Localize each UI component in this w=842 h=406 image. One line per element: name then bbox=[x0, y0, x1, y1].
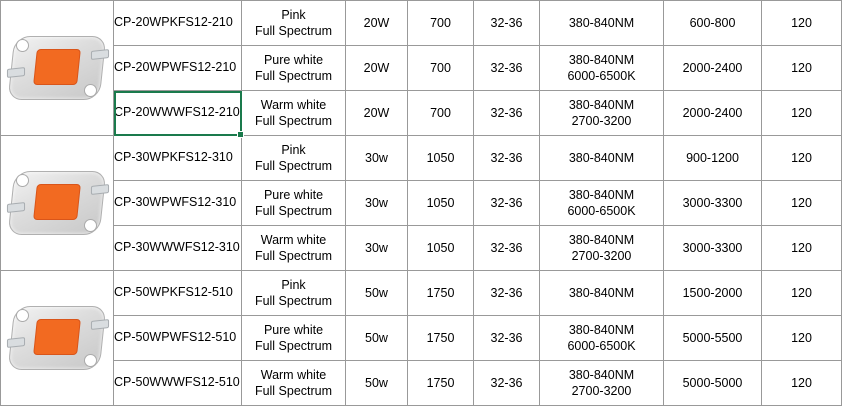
type-cell bbox=[242, 181, 346, 226]
lumens-cell: 3000-3300 bbox=[664, 181, 762, 226]
power-cell: 20W bbox=[346, 1, 408, 46]
type-line-2: Full Spectrum bbox=[254, 339, 333, 353]
type-line-2: Full Spectrum bbox=[254, 384, 333, 398]
power-cell: 50w bbox=[346, 361, 408, 406]
power-cell: 30w bbox=[346, 181, 408, 226]
wavelength-line-1: 380-840NM bbox=[568, 15, 635, 30]
lumens-cell: 3000-3300 bbox=[664, 226, 762, 271]
current-cell: 700 bbox=[408, 91, 474, 136]
current-cell: 700 bbox=[408, 1, 474, 46]
lumens-cell: 2000-2400 bbox=[664, 91, 762, 136]
voltage-cell: 32-36 bbox=[474, 136, 540, 181]
wavelength-line-2: 6000-6500K bbox=[567, 339, 636, 353]
wavelength-cell bbox=[540, 46, 664, 91]
type-line-2: Full Spectrum bbox=[254, 159, 333, 173]
type-line-1: Pure white bbox=[263, 52, 324, 67]
table-row[interactable] bbox=[1, 136, 842, 181]
lumens-cell: 1500-2000 bbox=[664, 271, 762, 316]
lumens-cell: 2000-2400 bbox=[664, 46, 762, 91]
voltage-cell: 32-36 bbox=[474, 361, 540, 406]
angle-cell: 120 bbox=[762, 46, 842, 91]
current-cell: 1050 bbox=[408, 226, 474, 271]
wavelength-line-1: 380-840NM bbox=[568, 187, 635, 202]
led-chip-icon bbox=[5, 165, 109, 241]
current-cell: 1750 bbox=[408, 316, 474, 361]
table-row[interactable] bbox=[1, 46, 842, 91]
angle-cell: 120 bbox=[762, 316, 842, 361]
model-cell[interactable]: CP-50WPKFS12-510 bbox=[114, 271, 242, 316]
wavelength-cell bbox=[540, 271, 664, 316]
lumens-cell: 900-1200 bbox=[664, 136, 762, 181]
table-row[interactable] bbox=[1, 226, 842, 271]
type-cell bbox=[242, 136, 346, 181]
wavelength-cell bbox=[540, 361, 664, 406]
angle-cell: 120 bbox=[762, 136, 842, 181]
wavelength-line-2: 2700-3200 bbox=[571, 114, 632, 128]
type-cell bbox=[242, 226, 346, 271]
wavelength-cell bbox=[540, 226, 664, 271]
type-line-2: Full Spectrum bbox=[254, 24, 333, 38]
wavelength-line-1: 380-840NM bbox=[568, 97, 635, 112]
current-cell: 1050 bbox=[408, 136, 474, 181]
wavelength-line-1: 380-840NM bbox=[568, 367, 635, 382]
table-row[interactable] bbox=[1, 361, 842, 406]
type-line-2: Full Spectrum bbox=[254, 204, 333, 218]
wavelength-line-1: 380-840NM bbox=[568, 232, 635, 247]
wavelength-cell bbox=[540, 1, 664, 46]
wavelength-line-2: 6000-6500K bbox=[567, 204, 636, 218]
table-row[interactable] bbox=[1, 91, 842, 136]
angle-cell: 120 bbox=[762, 271, 842, 316]
led-chip-image-20w bbox=[1, 1, 114, 136]
angle-cell: 120 bbox=[762, 91, 842, 136]
type-cell bbox=[242, 271, 346, 316]
type-cell bbox=[242, 46, 346, 91]
wavelength-line-1: 380-840NM bbox=[568, 150, 635, 165]
power-cell: 20W bbox=[346, 46, 408, 91]
table-row[interactable] bbox=[1, 316, 842, 361]
type-line-1: Pink bbox=[281, 142, 306, 157]
voltage-cell: 32-36 bbox=[474, 46, 540, 91]
current-cell: 1750 bbox=[408, 271, 474, 316]
model-cell[interactable]: CP-30WWWFS12-310 bbox=[114, 226, 242, 271]
led-chip-icon bbox=[5, 30, 109, 106]
led-chip-image-30w bbox=[1, 136, 114, 271]
model-cell[interactable]: CP-30WPWFS12-310 bbox=[114, 181, 242, 226]
type-line-2: Full Spectrum bbox=[254, 69, 333, 83]
voltage-cell: 32-36 bbox=[474, 91, 540, 136]
wavelength-line-2: 2700-3200 bbox=[571, 249, 632, 263]
model-cell[interactable]: CP-30WPKFS12-310 bbox=[114, 136, 242, 181]
power-cell: 30w bbox=[346, 226, 408, 271]
wavelength-cell bbox=[540, 136, 664, 181]
model-cell-selected[interactable]: CP-20WWWFS12-210 bbox=[114, 91, 242, 136]
power-cell: 20W bbox=[346, 91, 408, 136]
lumens-cell: 600-800 bbox=[664, 1, 762, 46]
wavelength-cell bbox=[540, 181, 664, 226]
table-row[interactable] bbox=[1, 271, 842, 316]
angle-cell: 120 bbox=[762, 226, 842, 271]
type-line-2: Full Spectrum bbox=[254, 249, 333, 263]
voltage-cell: 32-36 bbox=[474, 1, 540, 46]
type-cell bbox=[242, 361, 346, 406]
wavelength-cell bbox=[540, 91, 664, 136]
led-chip-image-50w bbox=[1, 271, 114, 406]
voltage-cell: 32-36 bbox=[474, 316, 540, 361]
voltage-cell: 32-36 bbox=[474, 271, 540, 316]
voltage-cell: 32-36 bbox=[474, 181, 540, 226]
type-line-2: Full Spectrum bbox=[254, 294, 333, 308]
type-cell bbox=[242, 316, 346, 361]
current-cell: 1750 bbox=[408, 361, 474, 406]
type-line-1: Warm white bbox=[260, 232, 327, 247]
power-cell: 30w bbox=[346, 136, 408, 181]
model-cell[interactable]: CP-20WPWFS12-210 bbox=[114, 46, 242, 91]
lumens-cell: 5000-5500 bbox=[664, 316, 762, 361]
power-cell: 50w bbox=[346, 316, 408, 361]
model-cell[interactable]: CP-50WPWFS12-510 bbox=[114, 316, 242, 361]
current-cell: 1050 bbox=[408, 181, 474, 226]
power-cell: 50w bbox=[346, 271, 408, 316]
type-line-1: Warm white bbox=[260, 367, 327, 382]
model-cell[interactable]: CP-50WWWFS12-510 bbox=[114, 361, 242, 406]
type-line-1: Pure white bbox=[263, 187, 324, 202]
table-row[interactable] bbox=[1, 1, 842, 46]
wavelength-line-1: 380-840NM bbox=[568, 285, 635, 300]
current-cell: 700 bbox=[408, 46, 474, 91]
type-line-1: Pure white bbox=[263, 322, 324, 337]
wavelength-line-2: 6000-6500K bbox=[567, 69, 636, 83]
type-line-1: Pink bbox=[281, 277, 306, 292]
lumens-cell: 5000-5000 bbox=[664, 361, 762, 406]
wavelength-line-1: 380-840NM bbox=[568, 52, 635, 67]
type-line-2: Full Spectrum bbox=[254, 114, 333, 128]
model-cell[interactable]: CP-20WPKFS12-210 bbox=[114, 1, 242, 46]
angle-cell: 120 bbox=[762, 181, 842, 226]
type-line-1: Warm white bbox=[260, 97, 327, 112]
wavelength-line-1: 380-840NM bbox=[568, 322, 635, 337]
wavelength-cell bbox=[540, 316, 664, 361]
type-line-1: Pink bbox=[281, 7, 306, 22]
type-cell bbox=[242, 91, 346, 136]
type-cell bbox=[242, 1, 346, 46]
table-row[interactable] bbox=[1, 181, 842, 226]
wavelength-line-2: 2700-3200 bbox=[571, 384, 632, 398]
angle-cell: 120 bbox=[762, 361, 842, 406]
voltage-cell: 32-36 bbox=[474, 226, 540, 271]
led-chip-icon bbox=[5, 300, 109, 376]
angle-cell: 120 bbox=[762, 1, 842, 46]
